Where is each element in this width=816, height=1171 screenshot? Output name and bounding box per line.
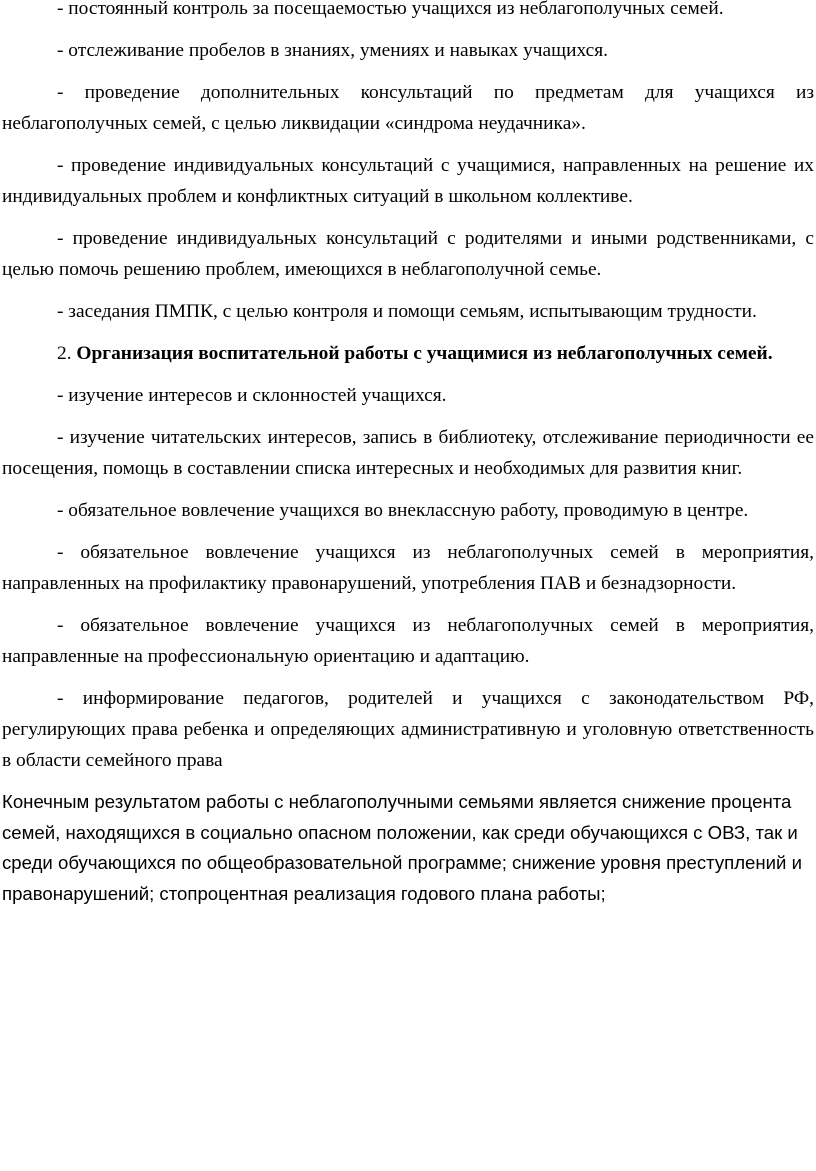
- paragraph-parent-consultations: - проведение индивидуальных консультаций с родителями и иными родственниками, с целью помочь решению проблем, имеющихся в неблагополучной семье.: [2, 228, 814, 280]
- paragraph-interests-study: - изучение интересов и склонностей учащихся.: [57, 385, 447, 406]
- section-heading: [2, 338, 814, 369]
- paragraph-extracurricular: - обязательное вовлечение учащихся во внеклассную работу, проводимую в центре.: [57, 500, 749, 521]
- paragraph-prevention-events: - обязательное вовлечение учащихся из неблагополучных семей в мероприятия, направленных на профилактику правонарушений, употребления ПАВ и безнадзорности.: [2, 542, 814, 594]
- paragraph-career-guidance: - обязательное вовлечение учащихся из неблагополучных семей в мероприятия, направленные на профессиональную ориентацию и адаптацию.: [2, 615, 814, 667]
- paragraph-knowledge-gaps: - отслеживание пробелов в знаниях, умениях и навыках учащихся.: [57, 40, 608, 61]
- paragraph-reading-interests: - изучение читательских интересов, запись в библиотеку, отслеживание периодичности ее посещения, помощь в составлении списка интересных и необходимых для развития книг.: [2, 427, 814, 479]
- paragraph-legal-informing: - информирование педагогов, родителей и учащихся с законодательством РФ, регулирующих права ребенка и определяющих административную и уголовную ответственность в области семейного права: [2, 688, 814, 771]
- paragraph-attendance-control: - постоянный контроль за посещаемостью учащихся из неблагополучных семей.: [57, 0, 724, 19]
- section-number: 2.: [57, 343, 72, 364]
- paragraph-student-consultations: - проведение индивидуальных консультаций с учащимися, направленных на решение их индивидуальных проблем и конфликтных ситуаций в школьном коллективе.: [2, 155, 814, 207]
- summary-paragraph: Конечным результатом работы с неблагополучными семьями является снижение процента семей, находящихся в социально опасном положении, как среди обучающихся с ОВЗ, так и среди обучающихся по общеобразовательной программе; снижение уровня преступлений и правонарушений; стопроцентная реализация годового плана работы;: [2, 791, 802, 904]
- paragraph-pmpk-meetings: - заседания ПМПК, с целью контроля и помощи семьям, испытывающим трудности.: [57, 301, 757, 322]
- section-title: Организация воспитательной работы с учащимися из неблагополучных семей.: [76, 343, 773, 364]
- paragraph-extra-consultations: - проведение дополнительных консультаций по предметам для учащихся из неблагополучных семей, с целью ликвидации «синдрома неудачника».: [2, 82, 814, 134]
